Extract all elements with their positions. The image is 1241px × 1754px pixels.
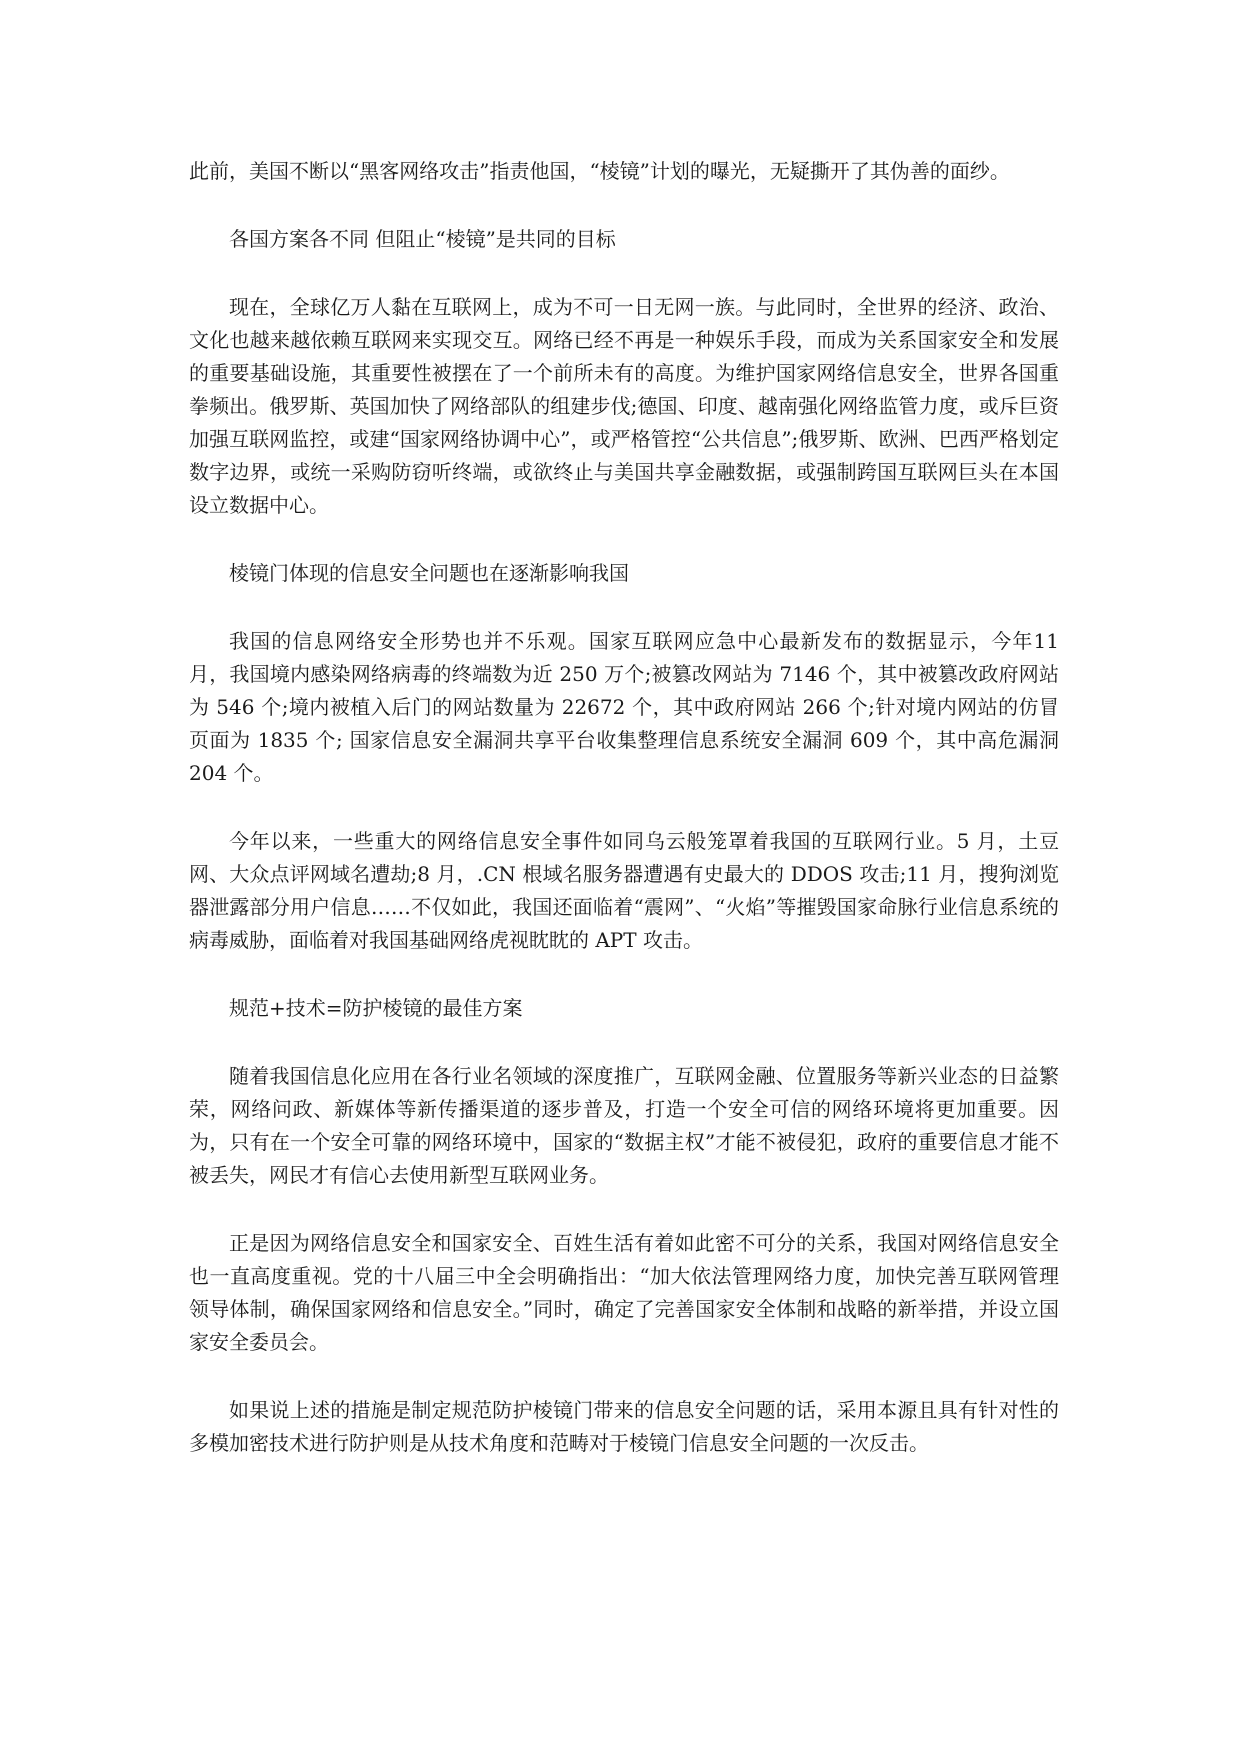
- paragraph-security-events: 今年以来，一些重大的网络信息安全事件如同乌云般笼罩着我国的互联网行业。5 月，土豆网、大众点评网域名遭劫;8 月，.CN 根域名服务器遭遇有史最大的 DDOS 攻击;11 月，搜狗浏览器泄露部分用户信息……不仅如此，我国还面临着“震网”、“火焰”等摧毁国家命脉行业信息系统的病毒威胁，面临着对我国基础网络虎视眈眈的 APT 攻击。: [189, 829, 1059, 952]
- section-heading-1: 各国方案各不同 但阻止“棱镜”是共同的目标: [229, 227, 616, 251]
- paragraph-statistics: 我国的信息网络安全形势也并不乐观。国家互联网应急中心最新发布的数据显示，今年11 月，我国境内感染网络病毒的终端数为近 250 万个;被篡改网站为 7146 个，其中被篡改政府网站为 546 个;境内被植入后门的网站数量为 22672 个，其中政府网站 266 个;针对境内网站的仿冒页面为 1835 个; 国家信息安全漏洞共享平台收集整理信息系统安全漏洞 609 个，其中高危漏洞 204 个。: [189, 629, 1059, 785]
- paragraph-global-context: 现在，全球亿万人黏在互联网上，成为不可一日无网一族。与此同时，全世界的经济、政治、文化也越来越依赖互联网来实现交互。网络已经不再是一种娱乐手段，而成为关系国家安全和发展的重要基础设施，其重要性被摆在了一个前所未有的高度。为维护国家网络信息安全，世界各国重拳频出。俄罗斯、英国加快了网络部队的组建步伐;德国、印度、越南强化网络监管力度，或斥巨资加强互联网监控，或建“国家网络协调中心”，或严格管控“公共信息”;俄罗斯、欧洲、巴西严格划定数字边界，或统一采购防窃听终端，或欲终止与美国共享金融数据，或强制跨国互联网巨头在本国设立数据中心。: [189, 295, 1059, 517]
- paragraph-technology: 如果说上述的措施是制定规范防护棱镜门带来的信息安全问题的话，采用本源且具有针对性的多模加密技术进行防护则是从技术角度和范畴对于棱镜门信息安全问题的一次反击。: [189, 1398, 1059, 1455]
- paragraph-environment: 随着我国信息化应用在各行业名领域的深度推广，互联网金融、位置服务等新兴业态的日益繁荣，网络问政、新媒体等新传播渠道的逐步普及，打造一个安全可信的网络环境将更加重要。因为，只有在一个安全可靠的网络环境中，国家的“数据主权”才能不被侵犯，政府的重要信息才能不被丢失，网民才有信心去使用新型互联网业务。: [189, 1064, 1059, 1187]
- document-body: [189, 155, 1059, 1495]
- paragraph-policy: 正是因为网络信息安全和国家安全、百姓生活有着如此密不可分的关系，我国对网络信息安全也一直高度重视。党的十八届三中全会明确指出：“加大依法管理网络力度，加快完善互联网管理领导体制，确保国家网络和信息安全。”同时，确定了完善国家安全体制和战略的新举措，并设立国家安全委员会。: [189, 1231, 1059, 1354]
- paragraph-intro: 此前，美国不断以“黑客网络攻击”指责他国，“棱镜”计划的曝光，无疑撕开了其伪善的面纱。: [189, 159, 1010, 183]
- section-heading-2: 棱镜门体现的信息安全问题也在逐渐影响我国: [229, 561, 629, 585]
- section-heading-3: 规范+技术=防护棱镜的最佳方案: [229, 996, 523, 1020]
